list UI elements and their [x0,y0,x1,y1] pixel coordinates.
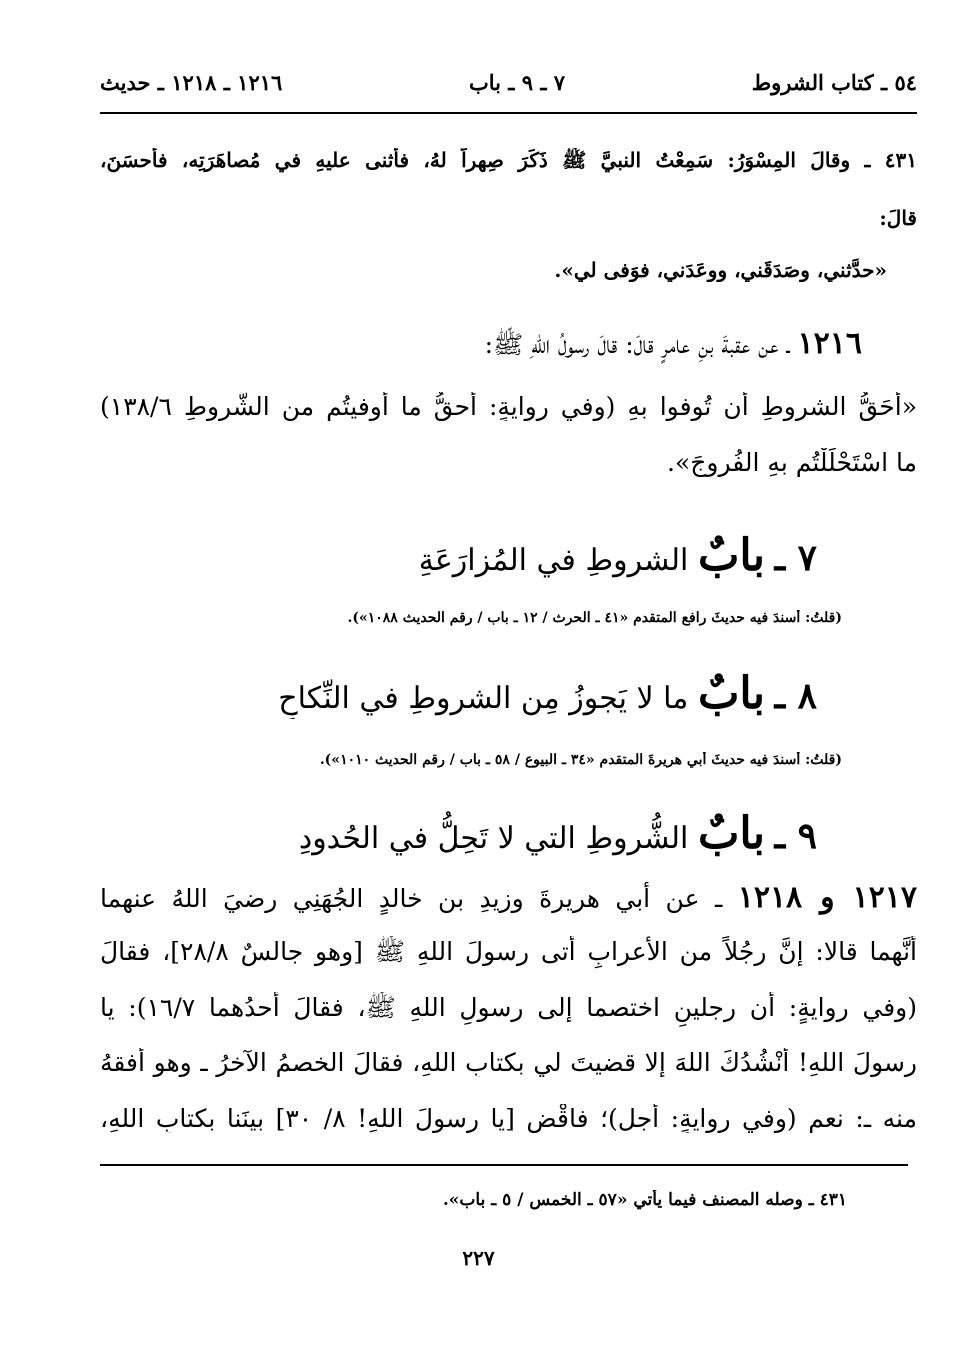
chapter-7-note: (قلتُ: أسندَ فيه حديثَ رافعٍ المتقدمِ «٤١ ـ الحرث / ١٢ ـ باب / رقم الحديث ١٠٨٨»). [347,610,842,626]
hadith-1216-number: ١٢١٦ [797,326,862,361]
hadith-1217-line-4: رسولَ اللهِ! أَنْشُدُكَ اللهَ إلا قضيتَ لي بكتابِ اللهِ، فقالَ الخصمُ الآخرُ ـ وهو أفقهُ [100,1048,917,1077]
footnote-divider [100,1164,908,1166]
chapter-9-bab-word: بابٌ [697,808,766,859]
chapter-8-bab-word: بابٌ [697,668,766,719]
chapter-8-heading [100,668,817,719]
hadith-1216-intro [100,326,862,366]
chapter-7-number: ٧ ـ [774,537,817,579]
hadith-1217-line-1 [100,880,917,915]
header-chapter-range: ٧ ـ ٩ ـ باب [468,69,566,95]
chapter-7-bab-word: بابٌ [697,530,766,581]
header-hadith-range: ١٢١٦ ـ ١٢١٨ ـ حديث [100,69,283,95]
chapter-9-title: الشُّروطِ التي لا تَحِلُّ في الحُدودِ [298,821,689,856]
hadith-1216-intro-text: ـ عن عقبةَ بنِ عامرٍ قالَ: قالَ رسولُ اللهِ ﷺ: [484,330,790,359]
hadith-1216-line-2: «أَحَقُّ الشروطِ أن تُوفوا بهِ (وفي روايةٍ: أحقُّ ما أوفيتُم من الشُّروطِ ١٣٨/٦) [100,392,917,421]
footnote-431: ٤٣١ ـ وصله المصنف فيما يأتي «٥٧ ـ الخمس / ٥ ـ باب». [442,1190,847,1210]
chapter-8-number: ٨ ـ [774,675,817,717]
hadith-1217-number: ١٢١٧ و ١٢١٨ [737,880,917,915]
chapter-7-title: الشروطِ في المُزارَعَةِ [418,543,689,578]
hadith-1217-line-3: (وفي روايةٍ: أن رجلينِ اختصما إلى رسولِ اللهِ ﷺ، فقالَ أحدُهما ١٦/٧): يا [100,993,917,1022]
chapter-7-heading [100,530,817,581]
header-divider [100,112,917,114]
chapter-9-heading [100,808,817,859]
hadith-431-line-1: ٤٣١ ـ وقالَ المِسْوَرُ: سَمِعْتُ النبيَّ ﷺ ذَكَرَ صِهراً لهُ، فأثنى عليهِ في مُصاهَرَتِه، فأحسَنَ، [100,148,917,172]
page-number: ٢٢٧ [462,1246,495,1270]
hadith-1217-line-5: منه ـ: نعم (وفي روايةٍ: أجل)؛ فاقْضِ [يا رسولَ اللهِ! ٨/ ٣٠] بينَنا بكتابِ اللهِ، [100,1104,917,1133]
chapter-9-number: ٩ ـ [774,815,817,857]
hadith-1217-line-2: أنَّهما قالا: إنَّ رجُلاً من الأعرابِ أتى رسولَ اللهِ ﷺ [وهو جالسٌ ٢٨/٨]، فقالَ [100,937,917,966]
hadith-1216-line-3: ما اسْتَحْلَلْتُم بهِ الفُروجَ». [667,448,917,477]
header-book-title: ٥٤ ـ كتاب الشروط [751,69,917,95]
chapter-8-title: ما لا يَجوزُ مِن الشروطِ في النِّكاحِ [278,681,689,716]
hadith-431-line-3: «حدَّثني، وصَدَقَني، ووعَدَني، فوَفى لي». [554,258,887,282]
running-header [100,66,917,98]
hadith-431-line-2: قالَ: [879,206,917,230]
chapter-8-note: (قلتُ: أسندَ فيه حديثَ أبي هريرةَ المتقدمِ «٣٤ ـ البيوع / ٥٨ ـ باب / رقم الحديث ١٠١٠»). [319,752,842,768]
hadith-1217-line-1-text: ـ عن أبي هريرةَ وزيدِ بنِ خالدٍ الجُهَنِي رضيَ اللهُ عنهما [100,884,723,913]
